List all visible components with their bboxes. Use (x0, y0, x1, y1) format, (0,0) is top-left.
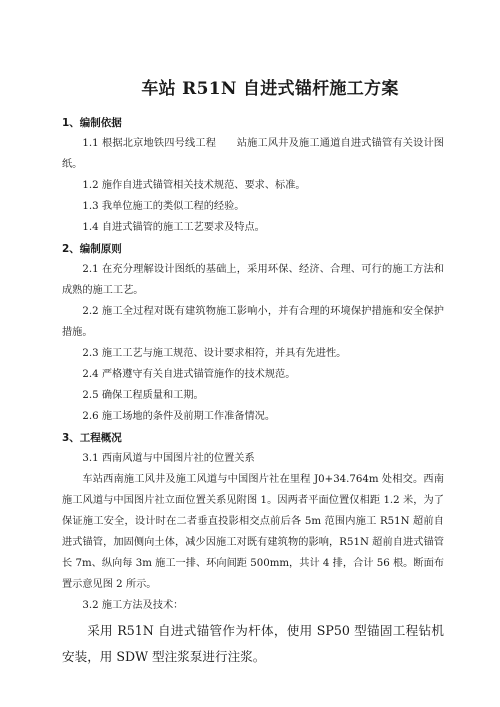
paragraph: 1.2 施作自进式锚管相关技术规范、要求、标准。 (82, 180, 306, 191)
section-heading: 3、工程概况 (62, 432, 122, 444)
page-title: 车站 R51N 自进式锚杆施工方案 (141, 79, 399, 99)
large-paragraph: 采用 R51N 自进式锚管作为杆体，使用 SP50 型锚固工程钻机安装，用 SDW 型注浆泵进行注浆。 (62, 623, 444, 664)
section-2 (62, 241, 444, 427)
paragraph: 2.4 严格遵守有关自进式锚管施作的技术规范。 (82, 369, 296, 380)
paragraph: 1.1 根据北京地铁四号线工程 站施工风井及施工通道自进式锚管有关设计图纸。 (62, 138, 444, 170)
paragraph: 车站西南施工风井及施工风道与中国图片社在里程 J0+34.764m 处相交。西南施工风道与中国图片社立面位置关系见附图 1。因两者平面位置仅相距 1.2 米，为了保证施工安全，设计时在二者垂直投影相交点前后各 5m 范围内施工 R51N 超前自进式锚管，加固侧向土体，减少因施工对既有建筑物的影响，R51N 超前自进式锚管长 7m、纵向每 3m 施工一排、环向间距 500mm，共计 4 排，合计 56 根。断面布置示意见图 2 所示。 (62, 474, 444, 590)
paragraph: 1.4 自进式锚管的施工工艺要求及特点。 (82, 222, 265, 233)
section-heading: 2、编制原则 (62, 243, 122, 255)
paragraph: 3.2 施工方法及技术： (82, 600, 184, 611)
paragraph: 3.1 西南风道与中国图片社的位置关系 (82, 453, 255, 464)
paragraph: 2.5 确保工程质量和工期。 (82, 390, 204, 401)
paragraph: 2.2 施工全过程对既有建筑物施工影响小，并有合理的环境保护措施和安全保护措施。 (62, 306, 444, 338)
paragraph: 2.1 在充分理解设计图纸的基础上，采用环保、经济、合理、可行的施工方法和成熟的施工工艺。 (62, 264, 444, 296)
section-3 (62, 430, 444, 670)
section-1 (62, 115, 444, 238)
document-body (62, 115, 444, 673)
paragraph: 1.3 我单位施工的类似工程的经验。 (82, 201, 245, 212)
section-heading: 1、编制依据 (62, 117, 122, 129)
paragraph: 2.6 施工场地的条件及前期工作准备情况。 (82, 411, 276, 422)
paragraph: 2.3 施工工艺与施工规范、设计要求相符，并具有先进性。 (82, 348, 347, 359)
